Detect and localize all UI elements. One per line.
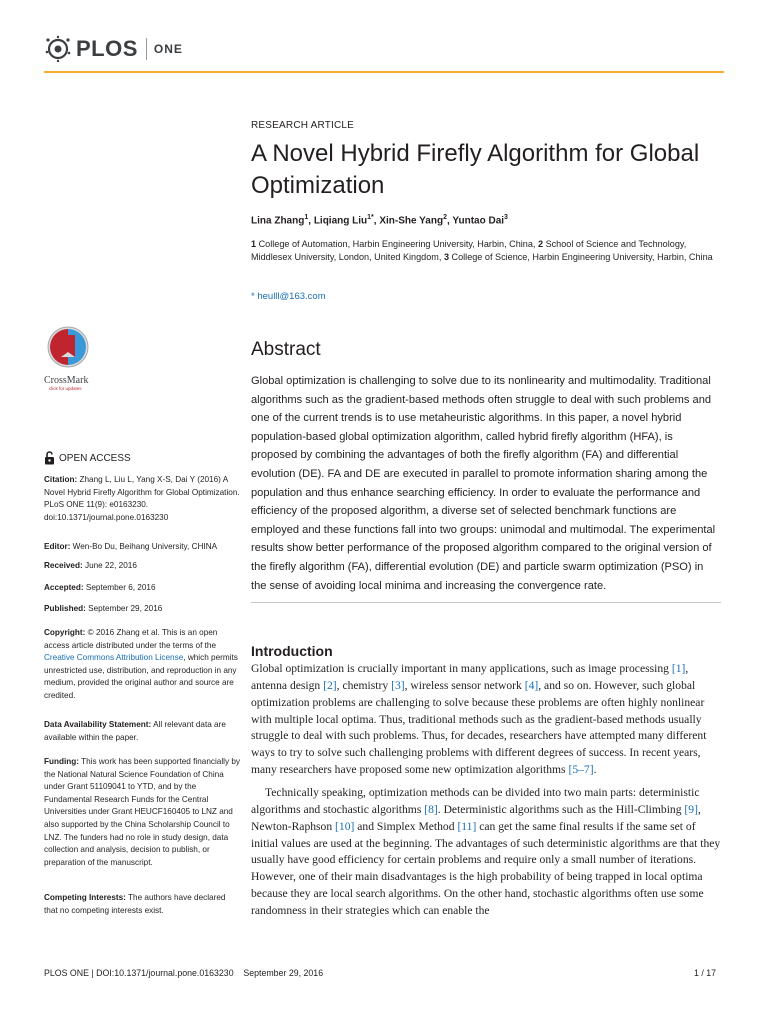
author-affil-sup: 2 (443, 214, 447, 221)
author-list: Lina Zhang$^1$, Liqiang Liu$^{1*}$, Xin-She Yang$^2$, Yuntao Dai$^3$ (251, 214, 508, 227)
funding-label: Funding: (44, 757, 80, 766)
logo-divider (146, 38, 147, 60)
citation-ref-link[interactable]: [9] (684, 802, 698, 816)
author-name[interactable]: Xin-She Yang (379, 215, 444, 227)
paragraph-text: and Simplex Method (354, 819, 458, 833)
author-name[interactable]: Liqiang Liu (313, 215, 368, 227)
published-label: Published: (44, 604, 86, 613)
introduction-paragraph (251, 785, 721, 920)
affil-number: 1 (251, 239, 257, 249)
citation-block (44, 474, 240, 524)
citation-ref-link[interactable]: [1] (671, 662, 686, 675)
affil-number: 2 (537, 239, 544, 249)
header-rule (44, 71, 724, 73)
open-lock-icon (44, 451, 55, 465)
crossmark-icon (47, 326, 89, 368)
correspondence-email-link[interactable]: heulll@163.com (257, 291, 326, 302)
received-date: June 22, 2016 (84, 561, 137, 570)
open-access-label (44, 451, 131, 465)
paragraph-text: , antenna design (251, 662, 689, 692)
competing-interests-label: Competing Interests: (44, 893, 126, 902)
page-number: 1 / 17 (694, 968, 717, 978)
crossmark-label: CrossMark (44, 375, 89, 386)
author-name[interactable]: Yuntao Dai (452, 215, 505, 227)
paragraph-text: , wireless sensor network (404, 678, 525, 692)
received-label: Received: (44, 561, 83, 570)
citation-text: Zhang L, Liu L, Yang X-S, Dai Y (2016) A Novel Hybrid Firefly Algorithm for Global Optimization. PLoS ONE 11(9): e0163230. doi:10.1371/journal.pone.0163230 (44, 475, 240, 522)
crossmark-badge[interactable] (44, 326, 112, 391)
affil-number: 3 (443, 251, 449, 262)
paragraph-text: . Deterministic algorithms such as the Hill-Climbing (437, 802, 685, 816)
paragraph-text: , chemistry (336, 678, 392, 692)
open-access-text: OPEN ACCESS (59, 452, 131, 464)
author-name[interactable]: Lina Zhang (251, 215, 305, 227)
citation-ref-link[interactable]: [2] (323, 678, 337, 692)
accepted-date: September 6, 2016 (85, 583, 156, 592)
journal-name: PLOS (76, 36, 138, 61)
funding-block (44, 756, 240, 869)
affiliations (251, 238, 721, 263)
journal-logo[interactable] (44, 34, 183, 64)
article-type: RESEARCH ARTICLE (251, 120, 355, 131)
funding-text: This work has been supported financially by the National Natural Science Foundation of China under Grant 51109041 to YTD, and by the Fundamental Research Funds for the Central Universities under Grant HEUCF160405 to LNZ and also supported by the China Scholarship Council to LNZ. The funders had no role in study design, data collection and analysis, decision to publish, or preparation of the manuscript. (44, 757, 240, 867)
received-block (44, 560, 240, 573)
citation-ref-link[interactable]: [3] (391, 678, 405, 692)
author-affil-sup: 1 (304, 214, 309, 221)
data-availability-label: Data Availability Statement: (44, 720, 152, 729)
accepted-block (44, 582, 240, 595)
competing-interests-text: The authors have declared that no competing interests exist. (44, 893, 226, 915)
author-affil-sup: 3 (504, 214, 508, 221)
section-divider (251, 602, 721, 603)
citation-label: Citation: (44, 475, 78, 484)
author-affil-sup: 1* (367, 214, 374, 221)
paragraph-text: can get the same final results if the same set of initial values are used at the beginning. The advantages of such deterministic algorithms are that they usually have good efficiency for certain problems and require only a small number of iterations. However, one of their main disadvantages is the high probability of being trapped in local optima because they are local search algorithms. On the other hand, stochastic algorithms often use some randomness in their strategies which can enable the (251, 819, 721, 917)
correspondence (251, 291, 326, 302)
published-date: September 29, 2016 (88, 604, 163, 613)
editor-block (44, 541, 240, 554)
introduction-paragraph (251, 661, 721, 779)
copyright-text-end: , which permits unrestricted use, distribution, and reproduction in any medium, provided the original author and source are credited. (44, 653, 238, 700)
correspondence-star: * (251, 291, 255, 302)
affil-text: College of Automation, Harbin Engineering University, Harbin, China, (258, 239, 536, 249)
citation-ref-link[interactable]: [10] (335, 819, 355, 833)
abstract-text: Global optimization is challenging to solve due to its nonlinearity and multimodality. Traditional algorithms such as the gradient-based methods often struggle to deal with such problems and one of the current trends is to use metaheuristic algorithms. In this paper, a novel hybrid population-based global optimization algorithm, called hybrid firefly algorithm (HFA), is proposed by combining the advantages of both the firefly algorithm (FA) and differential evolution (DE). FA and DE are executed in parallel to promote information sharing among the population and thus enhance searching efficiency. In order to evaluate the performance and efficiency of the proposed algorithm, a diverse set of selected benchmark functions are employed and these functions fall into two groups: unimodal and multimodal. The experimental results show better performance of the proposed algorithm compared to the original version of the firefly algorithm (FA), differential evolution (DE) and particle swarm optimization (PSO) in the sense of avoiding local minima and increasing the convergence rate. (251, 375, 716, 592)
accepted-label: Accepted: (44, 583, 84, 592)
affil-text: College of Science, Harbin Engineering University, Harbin, China (451, 251, 713, 262)
paragraph-text: , Newton-Raphson (251, 802, 701, 833)
introduction-heading: Introduction (251, 643, 333, 659)
journal-subname: ONE (153, 42, 183, 56)
affil-text: School of Science and Technology, Middlesex University, London, United Kingdom, (251, 239, 687, 262)
citation-ref-link[interactable]: [8] (424, 802, 438, 816)
editor-label: Editor: (44, 542, 71, 551)
plos-logo-icon (44, 35, 72, 63)
citation-ref-link[interactable]: [4] (524, 678, 539, 692)
paragraph-text: , and so on. However, such global optimization problems are challenging to solve because these problems are often highly nonlinear with multiple local optima. Thus, traditional methods such as the gradient-based methods usually struggle to deal with such problems. Thus, for decades, researchers have attempted many different ways to try to solve such challenging problems with different degrees of success. In recent years, many researchers have proposed some new optimization algorithms (251, 678, 707, 777)
copyright-block (44, 627, 240, 703)
citation-ref-link[interactable]: [5–7] (568, 763, 594, 777)
paragraph-text: Global optimization is crucially important in many applications, such as image processing (251, 662, 672, 675)
data-availability-block (44, 719, 240, 744)
copyright-text: © 2016 Zhang et al. This is an open access article distributed under the terms of the (44, 628, 218, 650)
page-footer: PLOS ONE | DOI:10.1371/journal.pone.0163230 September 29, 2016 (44, 968, 324, 978)
paragraph-text: . (593, 763, 597, 777)
license-link[interactable]: Creative Commons Attribution License (44, 653, 184, 663)
paragraph-text: Technically speaking, optimization methods can be divided into two main parts: deterministic algorithms and stochastic algorithms (251, 786, 700, 816)
copyright-label: Copyright: (44, 628, 86, 637)
published-block (44, 603, 240, 616)
crossmark-sublabel: click for updates (49, 386, 82, 391)
competing-interests-block (44, 892, 240, 917)
abstract-heading: Abstract (251, 339, 321, 360)
editor-text: Wen-Bo Du, Beihang University, CHINA (72, 542, 218, 551)
article-title: A Novel Hybrid Firefly Algorithm for Global Optimization (251, 140, 700, 199)
data-availability-text: All relevant data are available within the paper. (44, 720, 226, 742)
citation-ref-link[interactable]: [11] (457, 819, 477, 833)
